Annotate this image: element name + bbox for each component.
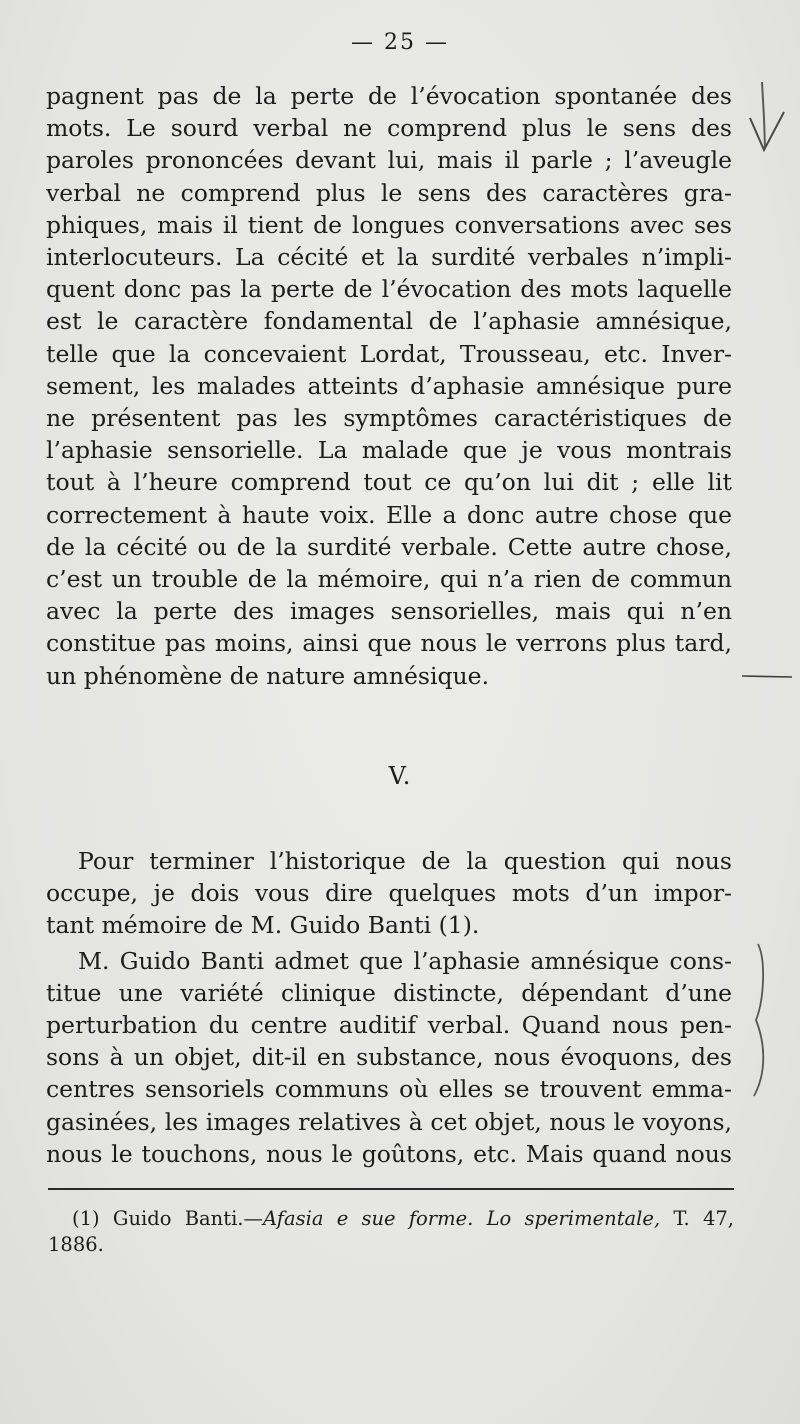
text-line: c’est un trouble de la mémoire, qui n’a rien de commun <box>46 565 732 594</box>
text-line: titue une variété clinique distincte, dépendant d’une <box>46 978 732 1007</box>
footnote-volume: T. 47, <box>673 1207 734 1230</box>
text-line: quent donc pas la perte de l’évocation des mots laquelle <box>46 275 732 304</box>
pencil-dash-mark-icon <box>740 670 796 682</box>
text-line: constitue pas moins, ainsi que nous le verrons plus tard, <box>46 629 732 658</box>
section-body <box>46 845 732 1170</box>
text-line: sons à un objet, dit-il en substance, nous évoquons, des <box>46 1043 732 1072</box>
text-line: paroles prononcées devant lui, mais il parle ; l’aveugle <box>46 146 732 175</box>
text-line: phiques, mais il tient de longues conversations avec ses <box>46 210 732 239</box>
pencil-check-mark-icon <box>744 78 794 168</box>
text-line: Pour terminer l’historique de la question qui nous <box>78 847 732 875</box>
paragraph-banti <box>46 945 732 1170</box>
text-line: est le caractère fondamental de l’aphasie amnésique, <box>46 307 732 336</box>
main-paragraph <box>46 80 732 692</box>
page-number: — 25 — <box>351 30 449 55</box>
footnote-line <box>48 1206 734 1232</box>
text-line: correctement à haute voix. Elle a donc autre chose que <box>46 500 732 529</box>
pencil-bracket-mark-icon <box>744 940 788 1100</box>
text-line: occupe, je dois vous dire quelques mots d’un impor- <box>46 879 732 908</box>
text-line: sement, les malades atteints d’aphasie amnésique pure <box>46 371 732 400</box>
footnote-rule <box>48 1188 734 1190</box>
text-line: avec la perte des images sensorielles, mais qui n’en <box>46 597 732 626</box>
footnote <box>48 1206 734 1258</box>
footnote-title: Afasia e sue forme. <box>263 1207 474 1230</box>
text-line: tant mémoire de M. Guido Banti (1). <box>46 911 480 940</box>
text-line: verbal ne comprend plus le sens des caractères gra- <box>46 178 732 207</box>
text-line: un phénomène de nature amnésique. <box>46 661 490 690</box>
text-line: interlocuteurs. La cécité et la surdité verbales n’impli- <box>46 243 732 272</box>
text-line: gasinées, les images relatives à cet objet, nous le voyons, <box>46 1107 732 1136</box>
text-line: nous le touchons, nous le goûtons, etc. Mais quand nous <box>46 1139 732 1168</box>
footnote-journal: Lo sperimentale, <box>486 1207 661 1230</box>
text-line: centres sensoriels communs où elles se trouvent emma- <box>46 1075 732 1104</box>
text-line: l’aphasie sensorielle. La malade que je vous montrais <box>46 436 732 465</box>
footnote-marker: (1) <box>72 1207 100 1230</box>
footnote-author: Guido Banti.— <box>112 1207 263 1230</box>
text-line: de la cécité ou de la surdité verbale. Cette autre chose, <box>46 532 732 561</box>
text-line: pagnent pas de la perte de l’évocation spontanée des <box>46 82 732 110</box>
text-line: mots. Le sourd verbal ne comprend plus le sens des <box>46 114 732 143</box>
text-line: M. Guido Banti admet que l’aphasie amnésique cons- <box>78 946 732 975</box>
section-heading: V. <box>388 762 412 790</box>
text-line: telle que la concevaient Lordat, Trousseau, etc. Inver- <box>46 339 732 368</box>
paragraph-intro <box>46 845 732 942</box>
text-line: ne présentent pas les symptômes caractéristiques de <box>46 404 732 433</box>
text-line: perturbation du centre auditif verbal. Quand nous pen- <box>46 1011 732 1040</box>
footnote-year: 1886. <box>48 1233 104 1256</box>
text-line: tout à l’heure comprend tout ce qu’on lui dit ; elle lit <box>46 468 732 497</box>
